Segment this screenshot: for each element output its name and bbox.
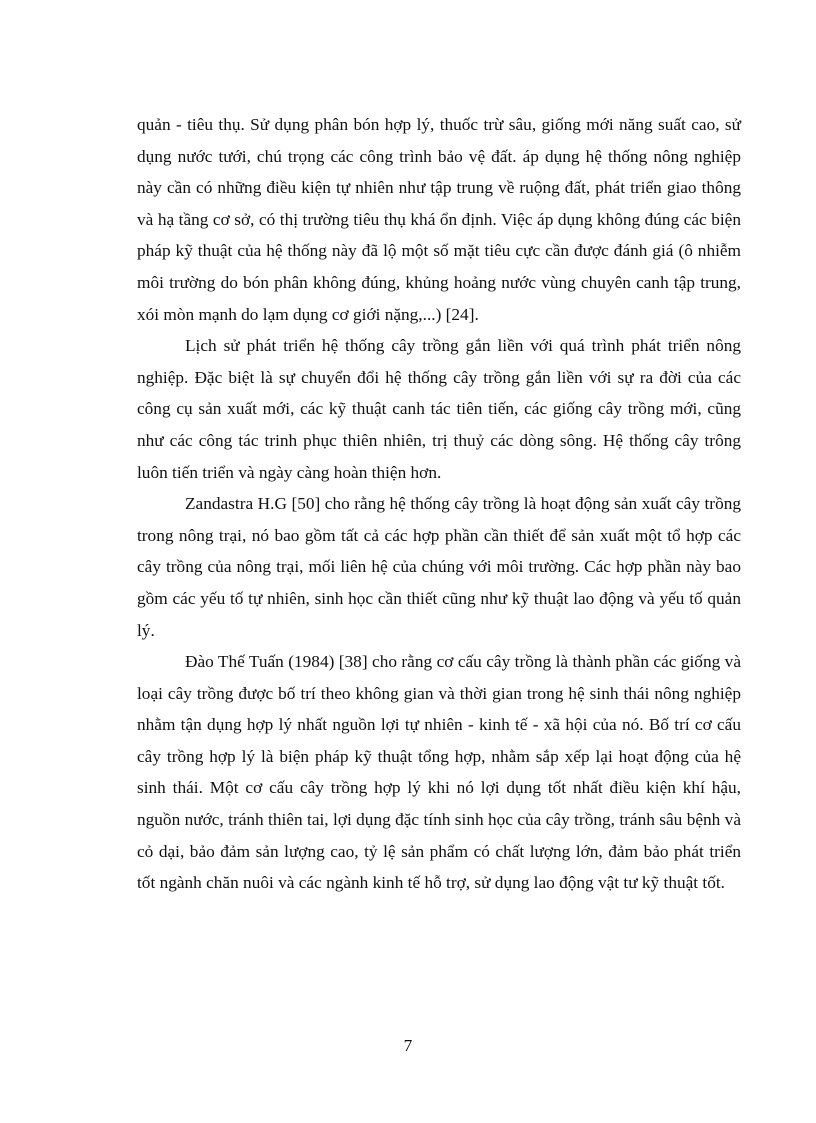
paragraph-crop-system-history: Lịch sử phát triển hệ thống cây trồng gắn liền với quá trình phát triển nông nghiệp. Đặc biệt là sự chuyển đổi hệ thống cây trồng gắn liền với sự ra đời của các công cụ sản xuất mới, các kỹ thuật canh tác tiên tiến, các giống cây trồng mới, cũng như các công tác trinh phục thiên nhiên, trị thuỷ các dòng sông. Hệ thống cây trông luôn tiến triển và ngày càng hoàn thiện hơn. [137, 336, 741, 482]
paragraph-continuation: quản - tiêu thụ. Sử dụng phân bón hợp lý, thuốc trừ sâu, giống mới năng suất cao, sử dụng nước tưới, chú trọng các công trình bảo vệ đất. áp dụng hệ thống nông nghiệp này cần có những điều kiện tự nhiên như tập trung về ruộng đất, phát triển giao thông và hạ tầng cơ sở, có thị trường tiêu thụ khá ổn định. Việc áp dụng không đúng các biện pháp kỹ thuật của hệ thống này đã lộ một số mặt tiêu cực cần được đánh giá (ô nhiễm môi trường do bón phân không đúng, khủng hoảng nước vùng chuyên canh tập trung, xói mòn mạnh do lạm dụng cơ giới nặng,...) [24]. [137, 115, 741, 324]
paragraph-zandastra-definition: Zandastra H.G [50] cho rằng hệ thống cây trồng là hoạt động sản xuất cây trồng trong nông trại, nó bao gồm tất cả các hợp phần cần thiết để sản xuất một tổ hợp các cây trồng của nông trại, mối liên hệ của chúng với môi trường. Các hợp phần này bao gồm các yếu tố tự nhiên, sinh học cần thiết cũng như kỹ thuật lao động và yếu tố quản lý. [137, 494, 741, 640]
body-text [137, 109, 741, 899]
page-number: 7 [403, 1036, 413, 1055]
paragraph-dao-the-tuan-definition: Đào Thế Tuấn (1984) [38] cho rằng cơ cấu cây trồng là thành phần các giống và loại cây trồng được bố trí theo không gian và thời gian trong hệ sinh thái nông nghiệp nhằm tận dụng hợp lý nhất nguồn lợi tự nhiên - kinh tế - xã hội của nó. Bố trí cơ cấu cây trồng hợp lý là biện pháp kỹ thuật tổng hợp, nhằm sắp xếp lại hoạt động của hệ sinh thái. Một cơ cấu cây trồng hợp lý khi nó lợi dụng tốt nhất điều kiện khí hậu, nguồn nước, tránh thiên tai, lợi dụng đặc tính sinh học của cây trồng, tránh sâu bệnh và cỏ dại, bảo đảm sản lượng cao, tỷ lệ sản phẩm có chất lượng lớn, đảm bảo phát triển tốt ngành chăn nuôi và các ngành kinh tế hỗ trợ, sử dụng lao động vật tư kỹ thuật tốt. [137, 652, 741, 893]
